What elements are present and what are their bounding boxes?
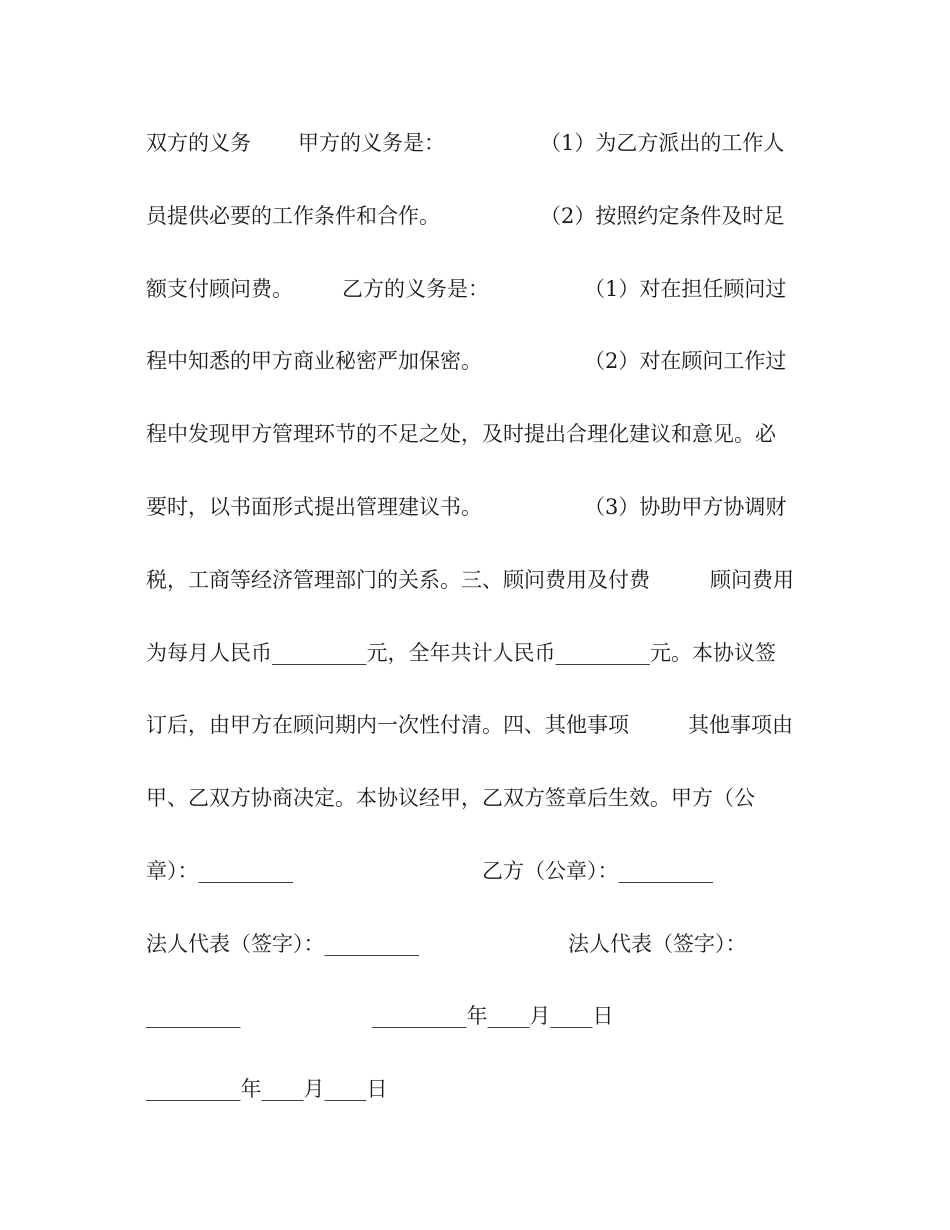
party-b-representative-blank: _________	[146, 1004, 241, 1028]
party-a-seal-field: 章）：_________	[146, 859, 293, 883]
text-segment: 程中知悉的甲方商业秘密严加保密。	[146, 349, 482, 373]
text-segment: 税，工商等经济管理部门的关系。三、顾问费用及付费	[146, 568, 650, 592]
text-line-1	[146, 128, 785, 158]
signature-line-seals	[146, 856, 713, 886]
signature-line-date-b	[146, 1074, 388, 1104]
text-segment: 额支付顾问费。	[146, 277, 293, 301]
signature-line-dates	[146, 1001, 614, 1031]
text-segment: 要时，以书面形式提出管理建议书。	[146, 495, 482, 519]
signature-line-representatives	[146, 929, 747, 959]
party-a-representative-field: 法人代表（签字）：_________	[146, 932, 419, 956]
text-segment: 员提供必要的工作条件和合作。	[146, 204, 440, 228]
text-line-2	[146, 201, 785, 231]
text-line-5	[146, 419, 776, 449]
party-a-date-field: _________年____月____日	[372, 1004, 614, 1028]
text-segment: 甲方的义务是：	[298, 131, 445, 155]
text-line-9	[146, 710, 793, 740]
text-segment: 顾问费用	[710, 568, 794, 592]
text-line-4	[146, 346, 787, 376]
text-segment: （2）按照约定条件及时足	[540, 204, 785, 228]
text-segment: 乙方的义务是：	[342, 277, 489, 301]
party-b-seal-field: 乙方（公章）：_________	[482, 859, 713, 883]
text-segment: 订后，由甲方在顾问期内一次性付清。四、其他事项	[146, 713, 629, 737]
text-line-6	[146, 492, 787, 522]
text-segment: （3）协助甲方协调财	[584, 495, 787, 519]
text-segment: （2）对在顾问工作过	[584, 349, 787, 373]
text-line-8	[146, 638, 776, 668]
text-segment: 其他事项由	[688, 713, 793, 737]
text-segment: 为每月人民币_________元，全年共计人民币_________元。本协议签	[146, 641, 776, 665]
text-segment: （1）对在担任顾问过	[584, 277, 787, 301]
text-line-10	[146, 783, 755, 813]
party-b-representative-field: 法人代表（签字）：	[568, 932, 747, 956]
text-segment: （1）为乙方派出的工作人	[540, 131, 785, 155]
text-line-7	[146, 565, 794, 595]
text-segment: 甲、乙双方协商决定。本协议经甲，乙双方签章后生效。甲方（公	[146, 786, 755, 810]
text-segment: 程中发现甲方管理环节的不足之处，及时提出合理化建议和意见。必	[146, 422, 776, 446]
text-line-3	[146, 274, 787, 304]
text-segment: 双方的义务	[146, 131, 251, 155]
party-b-date-field: _________年____月____日	[146, 1077, 388, 1101]
